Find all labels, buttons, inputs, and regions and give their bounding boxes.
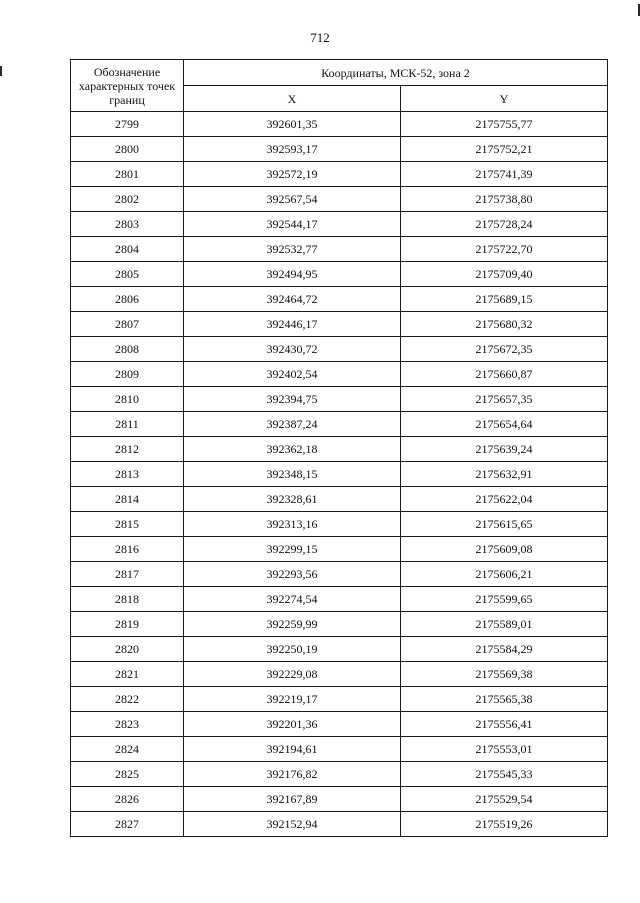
x-coordinate-cell: 392394,75 (184, 387, 401, 412)
table-row (71, 262, 608, 287)
point-id-cell: 2811 (71, 412, 184, 437)
x-coordinate-cell: 392532,77 (184, 237, 401, 262)
table-row (71, 312, 608, 337)
x-coordinate-cell: 392567,54 (184, 187, 401, 212)
table-row (71, 187, 608, 212)
table-row (71, 337, 608, 362)
header-x: X (184, 86, 401, 112)
y-coordinate-cell: 2175728,24 (401, 212, 608, 237)
x-coordinate-cell: 392167,89 (184, 787, 401, 812)
point-id-cell: 2814 (71, 487, 184, 512)
table-row (71, 137, 608, 162)
table-row (71, 587, 608, 612)
y-coordinate-cell: 2175660,87 (401, 362, 608, 387)
point-id-cell: 2807 (71, 312, 184, 337)
table-row (71, 412, 608, 437)
x-coordinate-cell: 392494,95 (184, 262, 401, 287)
y-coordinate-cell: 2175529,54 (401, 787, 608, 812)
header-point-designation: Обозначение характерных точек границ (71, 60, 184, 112)
point-id-cell: 2806 (71, 287, 184, 312)
table-row (71, 712, 608, 737)
point-id-cell: 2816 (71, 537, 184, 562)
table-row (71, 562, 608, 587)
point-id-cell: 2813 (71, 462, 184, 487)
point-id-cell: 2812 (71, 437, 184, 462)
y-coordinate-cell: 2175556,41 (401, 712, 608, 737)
point-id-cell: 2803 (71, 212, 184, 237)
point-id-cell: 2801 (71, 162, 184, 187)
table-row (71, 662, 608, 687)
y-coordinate-cell: 2175519,26 (401, 812, 608, 837)
x-coordinate-cell: 392274,54 (184, 587, 401, 612)
y-coordinate-cell: 2175639,24 (401, 437, 608, 462)
table-header (71, 60, 608, 112)
point-id-cell: 2805 (71, 262, 184, 287)
y-coordinate-cell: 2175584,29 (401, 637, 608, 662)
table-body (71, 112, 608, 837)
y-coordinate-cell: 2175680,32 (401, 312, 608, 337)
y-coordinate-cell: 2175741,39 (401, 162, 608, 187)
x-coordinate-cell: 392293,56 (184, 562, 401, 587)
table-row (71, 362, 608, 387)
y-coordinate-cell: 2175657,35 (401, 387, 608, 412)
x-coordinate-cell: 392446,17 (184, 312, 401, 337)
point-id-cell: 2800 (71, 137, 184, 162)
point-id-cell: 2826 (71, 787, 184, 812)
table-row (71, 437, 608, 462)
x-coordinate-cell: 392176,82 (184, 762, 401, 787)
x-coordinate-cell: 392201,36 (184, 712, 401, 737)
point-id-cell: 2824 (71, 737, 184, 762)
table-row (71, 737, 608, 762)
x-coordinate-cell: 392229,08 (184, 662, 401, 687)
point-id-cell: 2802 (71, 187, 184, 212)
x-coordinate-cell: 392464,72 (184, 287, 401, 312)
x-coordinate-cell: 392593,17 (184, 137, 401, 162)
x-coordinate-cell: 392544,17 (184, 212, 401, 237)
point-id-cell: 2810 (71, 387, 184, 412)
table-row (71, 287, 608, 312)
x-coordinate-cell: 392250,19 (184, 637, 401, 662)
y-coordinate-cell: 2175615,65 (401, 512, 608, 537)
point-id-cell: 2809 (71, 362, 184, 387)
x-coordinate-cell: 392328,61 (184, 487, 401, 512)
point-id-cell: 2808 (71, 337, 184, 362)
y-coordinate-cell: 2175709,40 (401, 262, 608, 287)
table-row (71, 112, 608, 137)
table-row (71, 462, 608, 487)
x-coordinate-cell: 392387,24 (184, 412, 401, 437)
point-id-cell: 2827 (71, 812, 184, 837)
table-row (71, 762, 608, 787)
y-coordinate-cell: 2175553,01 (401, 737, 608, 762)
point-id-cell: 2821 (71, 662, 184, 687)
x-coordinate-cell: 392299,15 (184, 537, 401, 562)
x-coordinate-cell: 392402,54 (184, 362, 401, 387)
table-row (71, 162, 608, 187)
point-id-cell: 2825 (71, 762, 184, 787)
point-id-cell: 2815 (71, 512, 184, 537)
table-row (71, 612, 608, 637)
x-coordinate-cell: 392313,16 (184, 512, 401, 537)
y-coordinate-cell: 2175622,04 (401, 487, 608, 512)
page-number: 712 (310, 30, 330, 45)
header-y: Y (401, 86, 608, 112)
y-coordinate-cell: 2175672,35 (401, 337, 608, 362)
scan-edge-mark-left (0, 66, 2, 76)
y-coordinate-cell: 2175609,08 (401, 537, 608, 562)
y-coordinate-cell: 2175752,21 (401, 137, 608, 162)
x-coordinate-cell: 392259,99 (184, 612, 401, 637)
table-row (71, 687, 608, 712)
point-id-cell: 2804 (71, 237, 184, 262)
table-row (71, 812, 608, 837)
header-coordinates: Координаты, МСК-52, зона 2 (184, 60, 608, 86)
x-coordinate-cell: 392430,72 (184, 337, 401, 362)
point-id-cell: 2817 (71, 562, 184, 587)
point-id-cell: 2818 (71, 587, 184, 612)
y-coordinate-cell: 2175738,80 (401, 187, 608, 212)
table-row (71, 787, 608, 812)
table-row (71, 637, 608, 662)
table-row (71, 237, 608, 262)
y-coordinate-cell: 2175654,64 (401, 412, 608, 437)
x-coordinate-cell: 392362,18 (184, 437, 401, 462)
y-coordinate-cell: 2175755,77 (401, 112, 608, 137)
table-row (71, 537, 608, 562)
y-coordinate-cell: 2175632,91 (401, 462, 608, 487)
point-id-cell: 2799 (71, 112, 184, 137)
table-row (71, 212, 608, 237)
y-coordinate-cell: 2175589,01 (401, 612, 608, 637)
coordinates-table (70, 59, 608, 837)
point-id-cell: 2822 (71, 687, 184, 712)
point-id-cell: 2819 (71, 612, 184, 637)
point-id-cell: 2820 (71, 637, 184, 662)
x-coordinate-cell: 392152,94 (184, 812, 401, 837)
x-coordinate-cell: 392194,61 (184, 737, 401, 762)
y-coordinate-cell: 2175569,38 (401, 662, 608, 687)
point-id-cell: 2823 (71, 712, 184, 737)
table-row (71, 387, 608, 412)
table-row (71, 512, 608, 537)
y-coordinate-cell: 2175689,15 (401, 287, 608, 312)
x-coordinate-cell: 392572,19 (184, 162, 401, 187)
x-coordinate-cell: 392601,35 (184, 112, 401, 137)
y-coordinate-cell: 2175722,70 (401, 237, 608, 262)
y-coordinate-cell: 2175606,21 (401, 562, 608, 587)
x-coordinate-cell: 392219,17 (184, 687, 401, 712)
y-coordinate-cell: 2175545,33 (401, 762, 608, 787)
y-coordinate-cell: 2175599,65 (401, 587, 608, 612)
y-coordinate-cell: 2175565,38 (401, 687, 608, 712)
x-coordinate-cell: 392348,15 (184, 462, 401, 487)
table-row (71, 487, 608, 512)
